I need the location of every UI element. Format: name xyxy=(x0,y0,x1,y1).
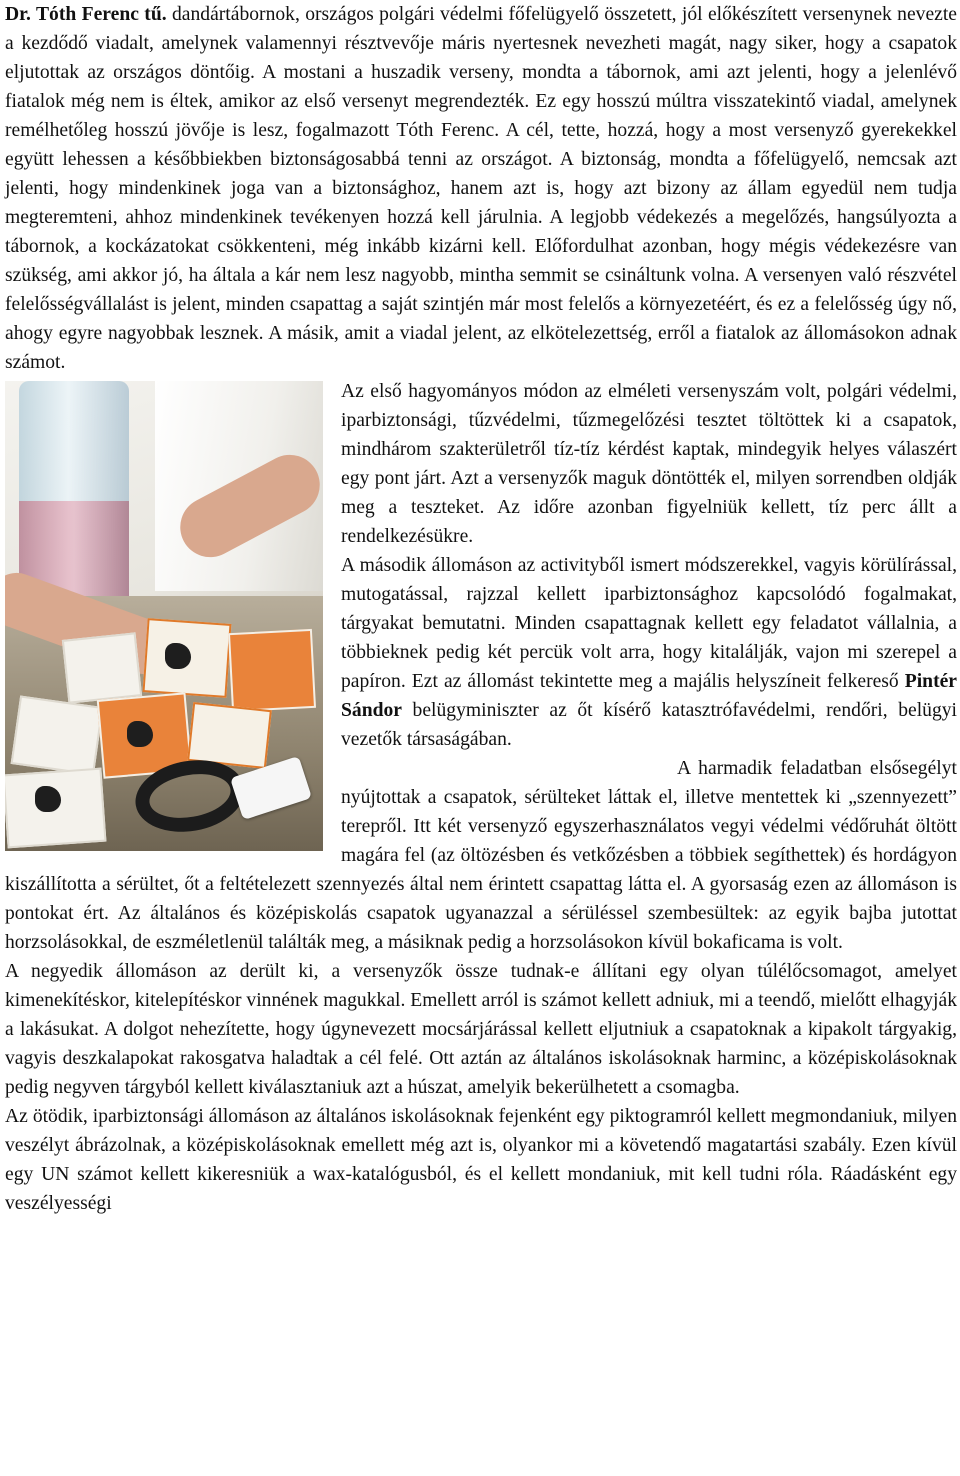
paragraph-intro xyxy=(5,0,957,377)
paragraph-fifth-station: Az ötödik, iparbiztonsági állomáson az általános iskolásoknak fejenként egy piktogramról kellett megmondaniuk, milyen veszélyt ábrázolnak, a középiskolásoknak emellett még azt is, olyankor mi a követendő magatartási szabály. Ezen kívül egy UN számot kellett kikeresniük a wax-katalógusból, és el kellett mondaniuk, mit kell tudni róla. Ráadásként egy veszélyességi xyxy=(5,1106,957,1214)
minister-name: Pintér Sándor xyxy=(341,671,957,721)
paragraph-first-station: Az első hagyományos módon az elméleti versenyszám volt, polgári védelmi, iparbiztonsági, tűzvédelmi, tűzmegelőzési tesztet töltöttek ki a csapatok, mindhárom szakterületről tíz-tíz kérdést kaptak, mindegyik helyes válaszért egy pont járt. Azt a versenyzők maguk döntötték el, milyen sorrendben oldják meg a teszteket. Az időre azonban figyelniük kellett, tíz perc állt a rendelkezésükre. xyxy=(341,381,957,547)
paragraph-intro-text: dandártábornok, országos polgári védelmi főfelügyelő összetett, jól előkészített versenynek nevezte a kezdődő viadalt, amelynek valamennyi résztvevője máris nyertesnek nevezheti magát, nagy siker, hogy a csapatok eljutottak az országos döntőig. A mostani a huszadik verseny, mondta a tábornok, ami azt jelenti, hogy a jelenlévő fiatalok még nem is éltek, amikor az első versenyt megrendezték. Ez egy hosszú múltra visszatekintő viadal, amelynek remélhetőleg hosszú jövője is lesz, fogalmazott Tóth Ferenc. A cél, tette, hozzá, hogy a most versenyző gyerekekkel együtt lehessen a későbbiekben biztonságosabbá tenni az országot. A biztonság, mondta a főfelügyelő, nemcsak azt jelenti, hogy mindenkinek joga van a biztonsághoz, hanem azt is, hogy azt bizony az állam egyedül nem tudja megteremteni, ahhoz mindenkinek tevékenyen hozzá kell járulnia. A legjobb védekezés a megelőzés, hangsúlyozta a tábornok, a kockázatokat csökkenteni, még inkább kizárni kell. Előfordulhat azonban, hogy mégis védekezésre van szükség, ami akkor jó, ha általa a kár nem lesz nagyobb, mintha semmit se csináltunk volna. A versenyen való részvétel felelősségvállalást is jelent, minden csapattag a saját szintjén már most felelős a környezetéért, és ez a felelősség úgy nő, ahogy egyre nagyobbak lesznek. A másik, amit a viadal jelent, az elkötelezettség, erről a fiatalok az állomásokon adnak számot. xyxy=(5,4,958,373)
paragraph-fourth-station: A negyedik állomáson az derült ki, a versenyzők össze tudnak-e állítani egy olyan túlélőcsomagot, amelyet kimenekítéskor, kitelepítéskor vinnének magukkal. Emellett arról is számot kellett adniuk, mi a teendő, mielőtt elhagyják a lakásukat. A dolgot nehezítette, hogy úgynevezett mocsárjárással kellett eljutniuk a csapatoknak a kipakolt tárgyakig, vagyis deszkalapokat rakosgatva haladtak a cél felé. Ott aztán az általános iskolásoknak harminc, a középiskolásoknak pedig negyven tárgyból kellett kiválasztaniuk azt a húszat, amelyik bekerülhetett a csomagba. xyxy=(5,961,957,1098)
paragraph-third-station: A harmadik feladatban elsősegélyt nyújtottak a csapatok, sérülteket láttak el, illetve mentettek ki „szennyezett” terepről. Itt két versenyző egyszerhasználatos vegyi védelmi védőruhát öltött magára fel (az öltözésben és vetkőzésben a többiek segíthettek) és hordágyon kiszállította a sérültet, őt a feltételezett szennyezés által nem érintett csapattag látta el. A gyorsaság ezen az állomáson is pontokat ért. Az általános és középiskolás csapatok ugyanazzal a sérüléssel szembesültek: az egyik bajba jutottat horzsolásokkal, de eszméletlenül találták meg, a másiknak pedig a horzsolásokon kívül bokaficama is volt. xyxy=(5,758,957,953)
author-name: Dr. Tóth Ferenc tű. xyxy=(5,4,167,25)
paragraph-second-station-text-b: belügyminiszter az őt kísérő katasztrófavédelmi, rendőri, belügyi vezetők társaságában. xyxy=(341,700,957,750)
competition-photo xyxy=(5,381,323,851)
document-page xyxy=(5,0,957,1218)
paragraph-second-station-text-a: A második állomáson az activityből ismert módszerekkel, vagyis körülírással, mutogatással, rajzzal kellett iparbiztonsághoz kapcsolódó fogalmakat, tárgyakat bemutatni. Minden csapattagnak kellett egy feladatot vállalnia, a többieknek pedig két percük volt arra, hogy kitalálják, vajon mi szerepel a papíron. Ezt az állomást tekintette meg a majális helyszíneit felkereső xyxy=(341,555,957,692)
